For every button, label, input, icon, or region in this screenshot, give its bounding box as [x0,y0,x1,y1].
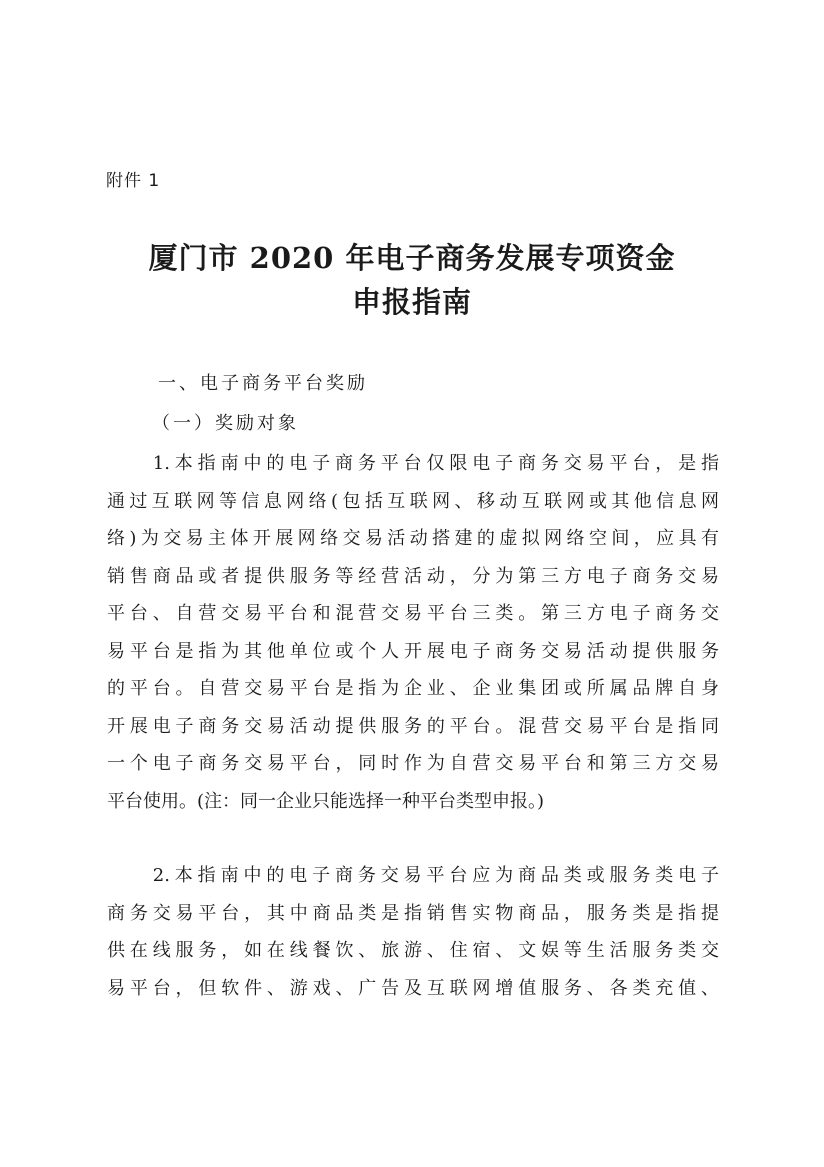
paragraph-line: 通过互联网等信息网络(包括互联网、移动互联网或其他信息网 [107,490,719,512]
paragraph-line: 供在线服务，如在线餐饮、旅游、住宿、文娱等生活服务类交 [107,940,719,961]
subsection-heading: （一）奖励对象 [152,413,299,434]
paragraph-line: 的平台。自营交易平台是指为企业、企业集团或所属品牌自身 [107,678,719,699]
attachment-label: 附件 1 [106,171,161,191]
section-heading: 一、电子商务平台奖励 [158,373,368,394]
paragraph-2 [107,857,719,1007]
paragraph-line: 易平台是指为其他单位或个人开展电子商务交易活动提供服务 [107,640,719,662]
paragraph-line: 易平台，但软件、游戏、广告及互联网增值服务、各类充值、 [107,977,719,999]
paragraph-line: 平台、自营交易平台和混营交易平台三类。第三方电子商务交 [107,603,719,624]
paragraph-1 [107,445,719,820]
document-title-line-2: 申报指南 [351,285,472,319]
paragraph-line: 1.本指南中的电子商务平台仅限电子商务交易平台，是指 [107,453,719,474]
paragraph-line: 销售商品或者提供服务等经营活动，分为第三方电子商务交易 [107,565,719,587]
document-title-line-1: 厦门市 2020 年电子商务发展专项资金 [148,241,676,275]
paragraph-line: 开展电子商务交易活动提供服务的平台。混营交易平台是指同 [107,715,719,737]
paragraph-line: 络)为交易主体开展网络交易活动搭建的虚拟网络空间，应具有 [107,528,719,549]
paragraph-line: 平台使用。(注：同一企业只能选择一种平台类型申报。) [107,790,545,812]
paragraph-line: 2.本指南中的电子商务交易平台应为商品类或服务类电子 [107,865,719,886]
paragraph-line: 商务交易平台，其中商品类是指销售实物商品，服务类是指提 [107,902,719,924]
paragraph-line: 一个电子商务交易平台，同时作为自营交易平台和第三方交易 [107,753,719,774]
